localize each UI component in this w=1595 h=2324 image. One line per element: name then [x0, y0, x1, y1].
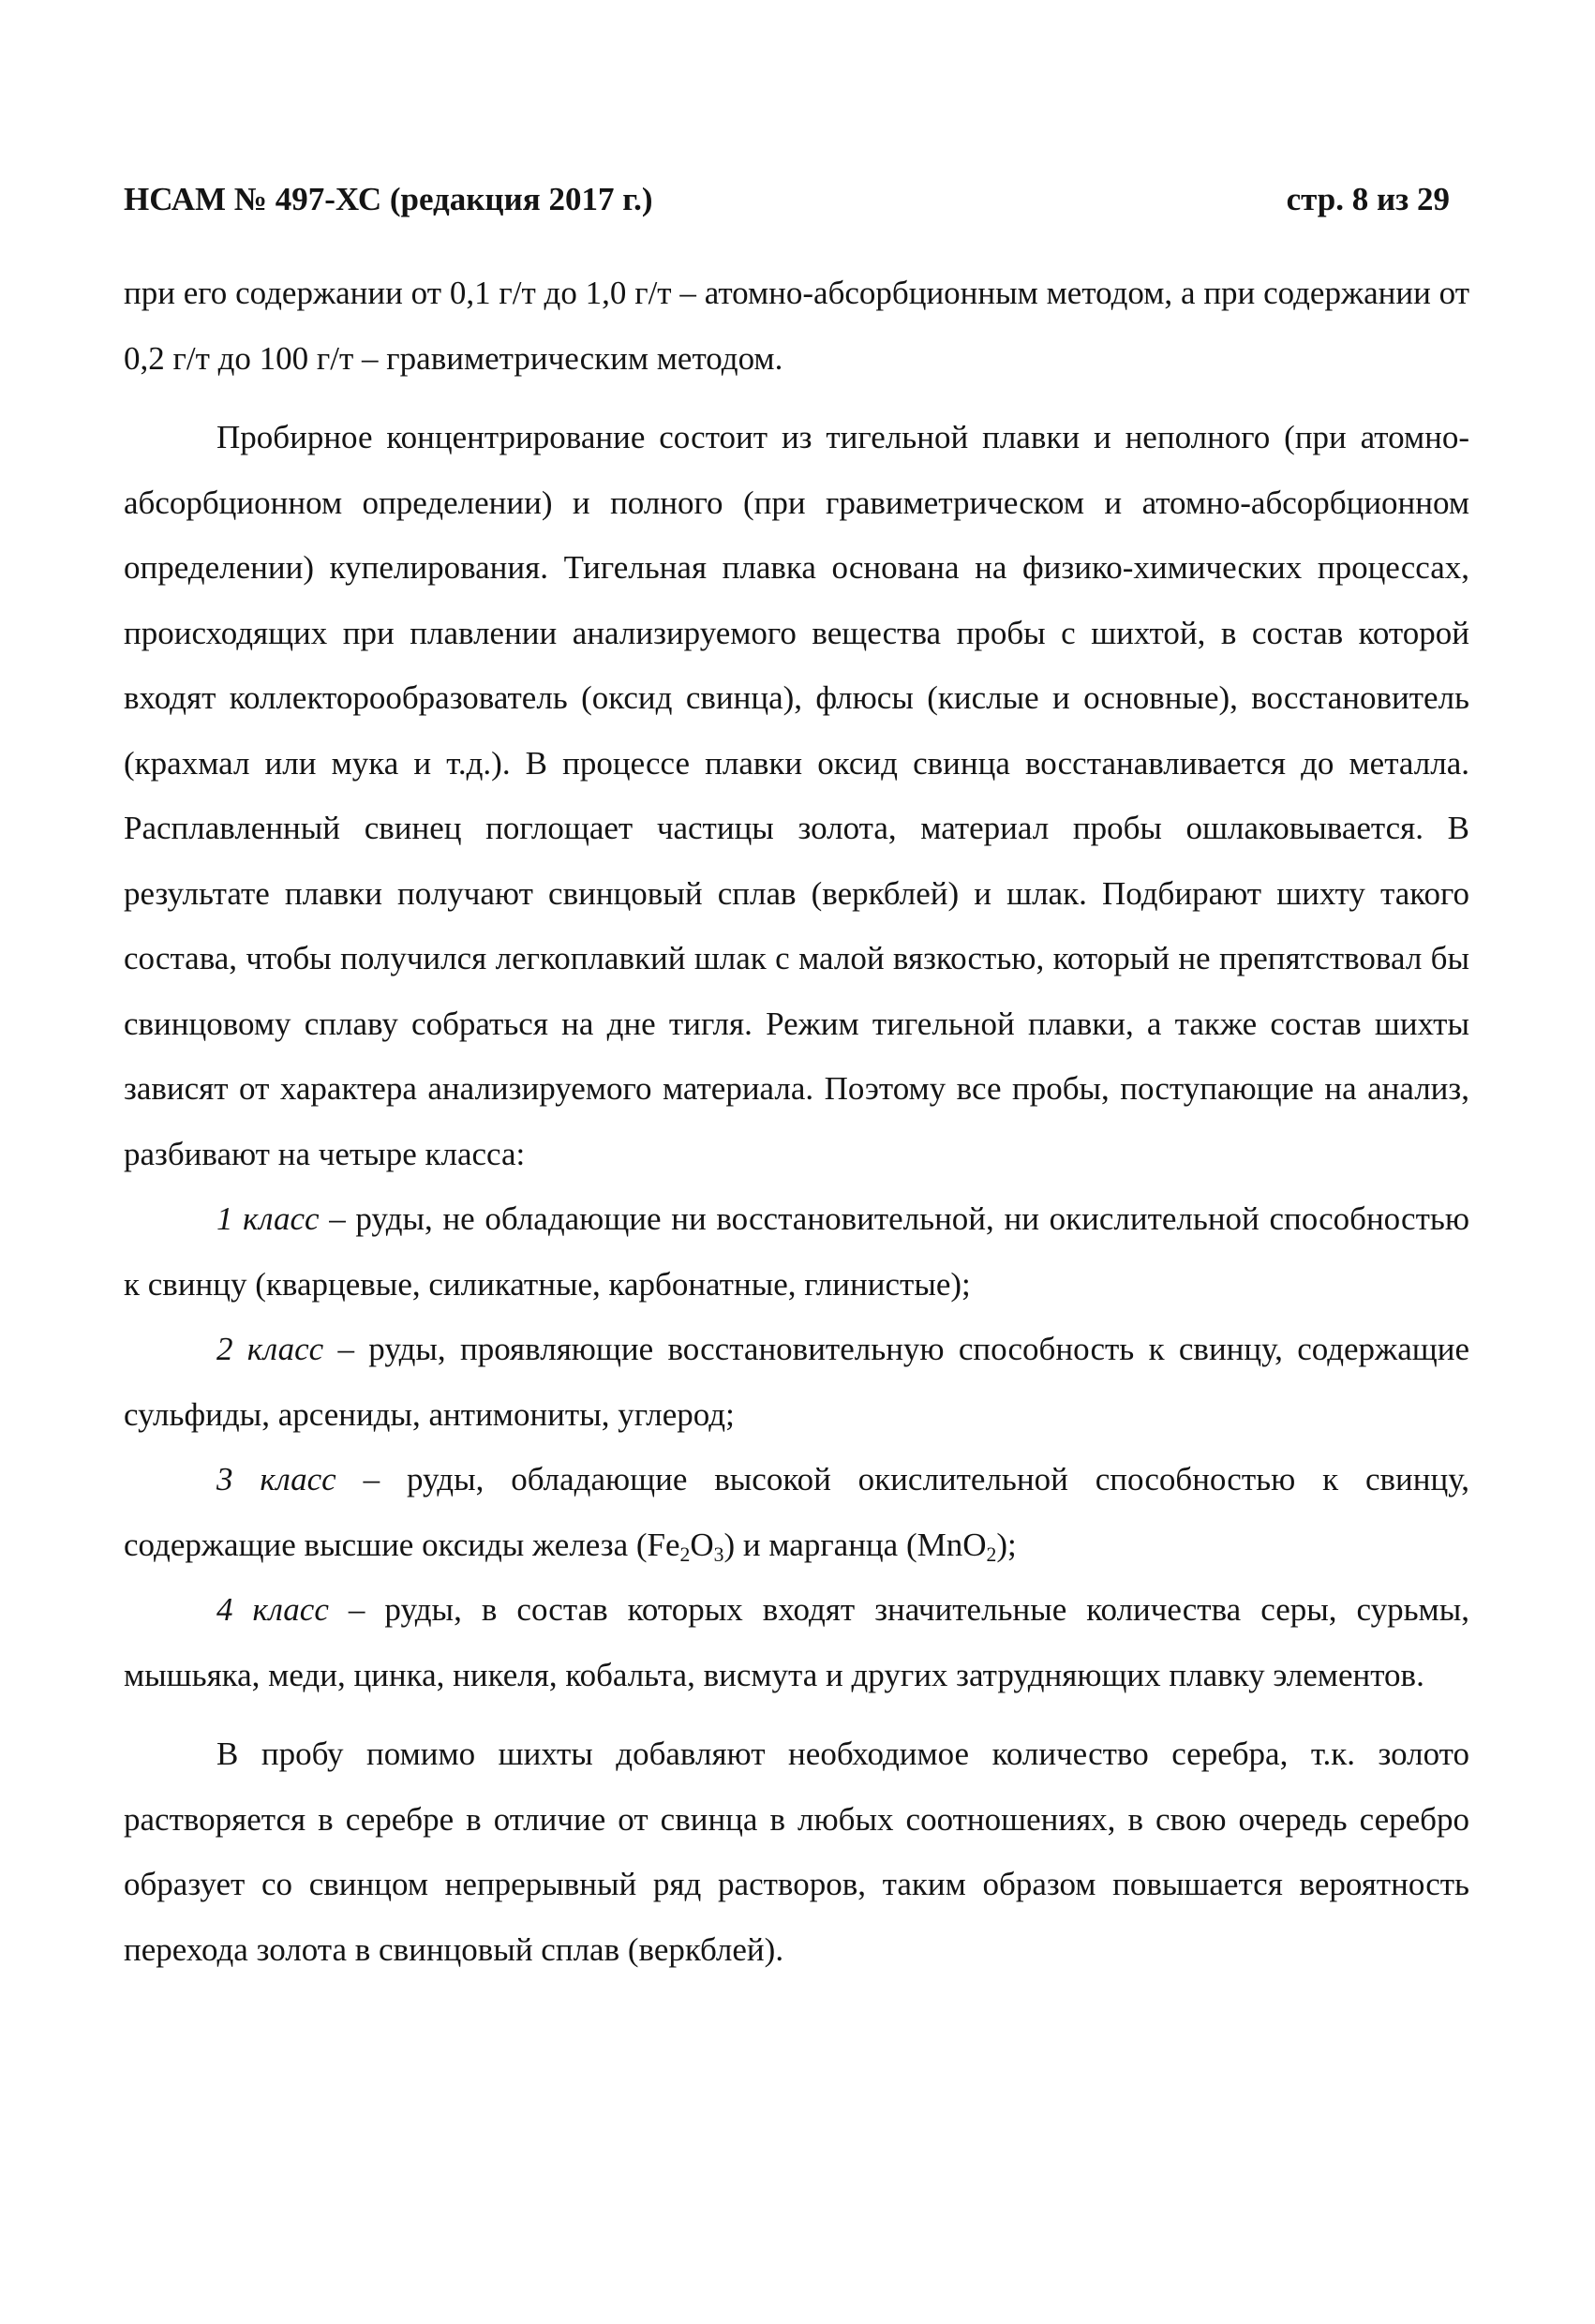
page-header: [124, 171, 1450, 228]
formula-subscript: 2: [679, 1542, 691, 1566]
class-description: – руды, не обладающие ни восстановительной, ни окислительной способностью к свинцу (кварцевые, силикатные, карбонатные, глинистые);: [124, 1200, 1469, 1303]
class-item-3: [124, 1447, 1469, 1577]
class-description: – руды, обладающие высокой окислительной способностью к свинцу, содержащие высшие оксиды железа (: [124, 1461, 1469, 1563]
class-label: 1 класс: [216, 1200, 320, 1237]
formula-part: O: [690, 1526, 714, 1563]
formula-subscript: 2: [986, 1542, 997, 1566]
formula-subscript: 3: [713, 1542, 724, 1566]
class-description: );: [996, 1526, 1017, 1563]
document-body: [124, 261, 1469, 1982]
document-id: НСАМ № 497-ХС (редакция 2017 г.): [124, 181, 653, 217]
formula-part: Fe: [647, 1526, 680, 1563]
class-label: 2 класс: [216, 1331, 324, 1367]
class-description: – руды, проявляющие восстановительную способность к свинцу, содержащие сульфиды, арсениды, антимониты, углерод;: [124, 1331, 1469, 1433]
class-item-1: [124, 1186, 1469, 1317]
class-label: 3 класс: [216, 1461, 336, 1497]
paragraph-silver: В пробу помимо шихты добавляют необходимое количество серебра, т.к. золото растворяется в серебре в отличие от свинца в любых соотношениях, в свою очередь серебро образует со свинцом непрерывный ряд растворов, таким образом повышается вероятность перехода золота в свинцовый сплав (веркблей).: [124, 1736, 1469, 1968]
class-item-2: [124, 1317, 1469, 1447]
formula-fe2o3: [647, 1526, 724, 1566]
class-item-4: [124, 1577, 1469, 1707]
page-number: стр. 8 из 29: [1286, 181, 1450, 217]
paragraph-assay: Пробирное концентрирование состоит из тигельной плавки и неполного (при атомно-абсорбционном определении) и полного (при гравиметрическом и атомно-абсорбционном определении) купелирования. Тигельная плавка основана на физико-химических процессах, происходящих при плавлении анализируемого вещества пробы с шихтой, в состав которой входят коллекторообразователь (оксид свинца), флюсы (кислые и основные), восстановитель (крахмал или мука и т.д.). В процессе плавки оксид свинца восстанавливается до металла. Расплавленный свинец поглощает частицы золота, материал пробы ошлаковывается. В результате плавки получают свинцовый сплав (веркблей) и шлак. Подбирают шихту такого состава, чтобы получился легкоплавкий шлак с малой вязкостью, который не препятствовал бы свинцовому сплаву собраться на дне тигля. Режим тигельной плавки, а также состав шихты зависят от характера анализируемого материала. Поэтому все пробы, поступающие на анализ, разбивают на четыре класса:: [124, 419, 1469, 1172]
class-label: 4 класс: [216, 1591, 329, 1628]
class-description: – руды, в состав которых входят значительные количества серы, сурьмы, мышьяка, меди, цинка, никеля, кобальта, висмута и других затрудняющих плавку элементов.: [124, 1591, 1469, 1693]
formula-mno2: [917, 1526, 997, 1566]
paragraph-intro: при его содержании от 0,1 г/т до 1,0 г/т – атомно-абсорбционным методом, а при содержании от 0,2 г/т до 100 г/т – гравиметрическим методом.: [124, 275, 1469, 377]
formula-part: MnO: [917, 1526, 987, 1563]
class-description: ) и марганца (: [723, 1526, 917, 1563]
